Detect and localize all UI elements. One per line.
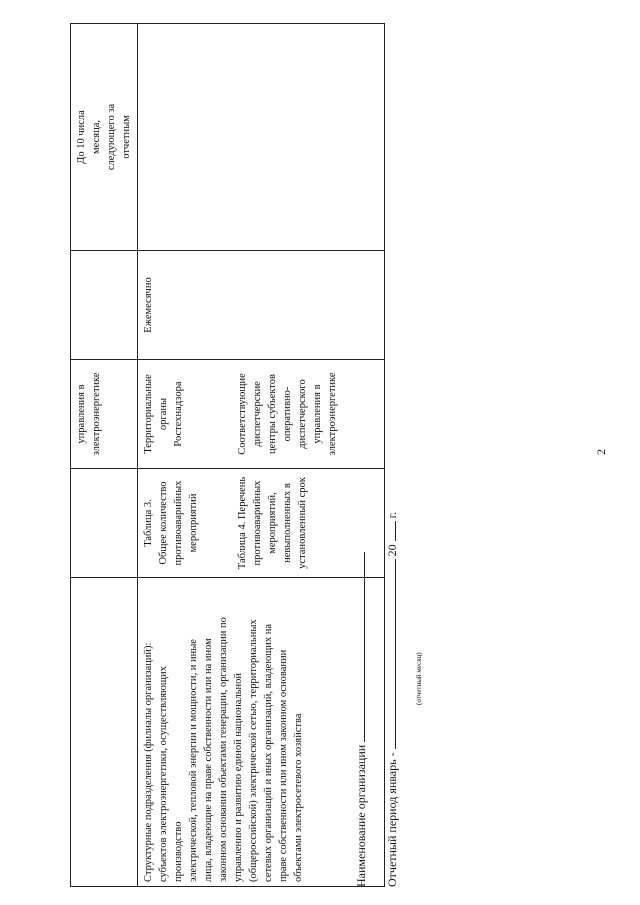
text-line: Ростехнадзора bbox=[173, 381, 184, 447]
cell-deadline-top bbox=[71, 24, 138, 251]
text-line: органы bbox=[158, 397, 169, 431]
text-line: диспетчерские bbox=[252, 381, 263, 447]
reporting-table bbox=[70, 23, 385, 887]
text-line: управления в bbox=[312, 384, 323, 444]
cell-deadline bbox=[138, 24, 385, 251]
cell-forms bbox=[138, 469, 385, 578]
period-input-line bbox=[383, 559, 396, 749]
cell-frequency-top bbox=[71, 251, 138, 360]
text-line: праве собственности или ином законном основании bbox=[278, 649, 289, 882]
text-line: Структурные подразделения (филиалы организаций): bbox=[143, 642, 154, 882]
text-line: Таблица 3. bbox=[143, 499, 154, 547]
text-line: управлению и развитию единой национальной bbox=[233, 672, 244, 882]
text-line: противоаварийных bbox=[173, 480, 184, 566]
text-line: мероприятий bbox=[188, 493, 199, 553]
page-number: 2 bbox=[594, 449, 608, 455]
cell-recipients-top bbox=[71, 360, 138, 469]
text-line: отчетным bbox=[121, 115, 132, 159]
text-line: Таблица 4. Перечень bbox=[237, 476, 248, 570]
text-line: установленный срок bbox=[297, 477, 308, 569]
text-line: диспетчерского bbox=[297, 379, 308, 449]
text-line: управления в bbox=[76, 384, 87, 444]
cell-subjects-top bbox=[71, 578, 138, 887]
text-line: электроэнергетике bbox=[91, 372, 102, 456]
text-line: лица, владеющие на праве собственности или на ином bbox=[203, 638, 214, 882]
text-line: следующего за bbox=[106, 103, 117, 171]
text-line: До 10 числа bbox=[76, 110, 87, 164]
text-line: законном основании объектами генерации, организации по bbox=[218, 617, 229, 882]
period-label: Отчетный период январь - bbox=[385, 752, 399, 887]
year-suffix: г. bbox=[385, 511, 399, 519]
text-line: сетевых организаций и иных организаций, владеющих на bbox=[263, 623, 274, 882]
organization-input-line bbox=[352, 552, 365, 742]
text-line: оперативно- bbox=[282, 386, 293, 442]
table-row bbox=[71, 24, 138, 887]
year-prefix: 20 bbox=[385, 544, 399, 557]
text-line: субъектов электроэнергетики, осуществляющих bbox=[158, 666, 169, 882]
text-line: электрической, тепловой энергии и мощности, и иные bbox=[188, 639, 199, 882]
cell-recipients bbox=[138, 360, 385, 469]
organization-name-line bbox=[352, 552, 369, 887]
table-row bbox=[138, 24, 385, 887]
spacer bbox=[186, 364, 235, 464]
year-input-line bbox=[383, 521, 396, 541]
text-line: центры субъектов bbox=[267, 374, 278, 454]
text-line: производство bbox=[173, 821, 184, 882]
text-line: объектами электросетевого хозяйства bbox=[293, 713, 304, 882]
cell-subjects bbox=[138, 578, 385, 887]
cell-forms-top bbox=[71, 469, 138, 578]
text-line: противоаварийных bbox=[252, 480, 263, 566]
reporting-period-line bbox=[383, 512, 400, 887]
text-line: мероприятий, bbox=[267, 492, 278, 554]
text-line: Территориальные bbox=[143, 374, 154, 454]
organization-label: Наименование организации bbox=[354, 744, 368, 887]
text-line: невыполненных в bbox=[282, 483, 293, 563]
text-line: (общероссийской) электрической сетью, территориальных bbox=[248, 619, 259, 882]
text-line: электроэнергетике bbox=[327, 372, 338, 456]
cell-frequency: Ежемесячно bbox=[138, 251, 385, 360]
text-line: Соответствующие bbox=[237, 373, 248, 455]
text-line: месяца, bbox=[91, 120, 102, 154]
period-note: (отчетный месяц) bbox=[415, 652, 423, 705]
spacer bbox=[201, 473, 235, 573]
text-line: Общее количество bbox=[158, 481, 169, 565]
